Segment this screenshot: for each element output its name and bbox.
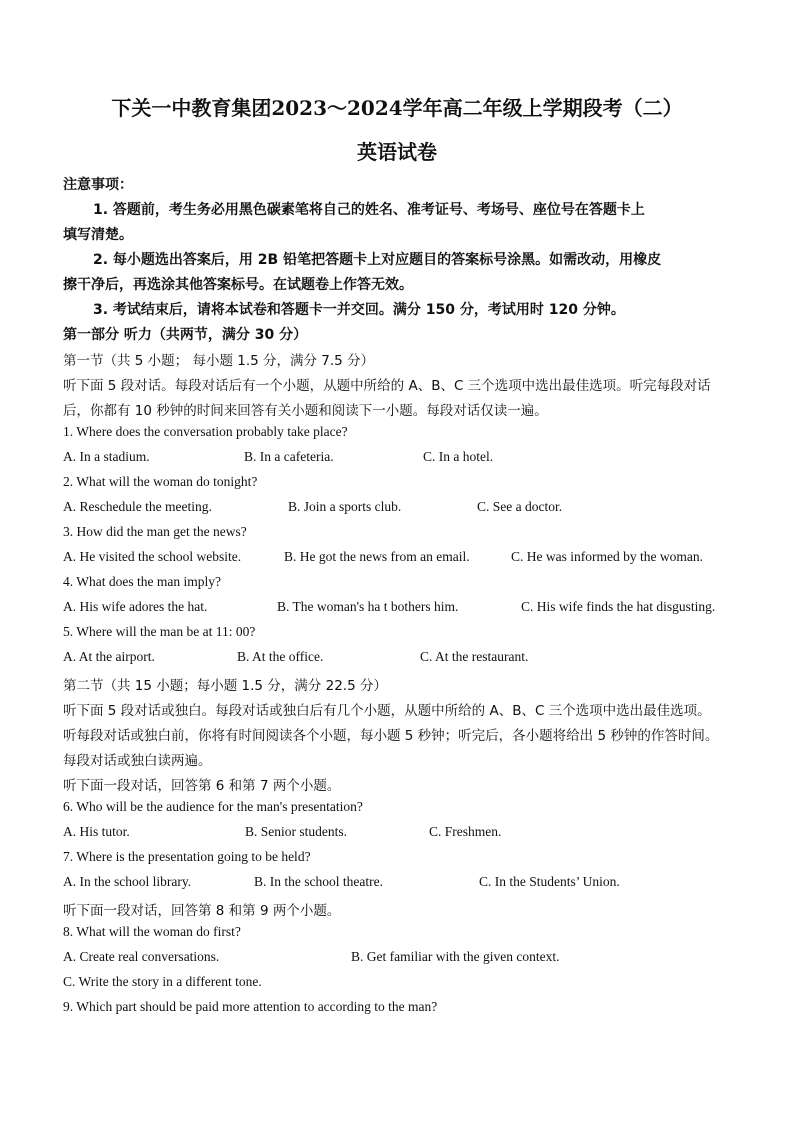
exam-subtitle: 英语试卷 xyxy=(357,140,437,164)
option-b: B. Join a sports club. xyxy=(288,499,402,514)
section-instruction: 听下面 5 段对话。每段对话后有一个小题，从题中所给的 A、B、C 三个选项中选出最佳选项。听完每段对话 xyxy=(63,378,711,394)
notice-line: 1. 答题前，考生务必用黑色碳素笔将自己的姓名、准考证号、考场号、座位号在答题卡上 xyxy=(93,202,645,218)
notice-line: 2. 每小题选出答案后，用 2B 铅笔把答题卡上对应题目的答案标号涂黑。如需改动，用橡皮 xyxy=(93,252,662,268)
option-a: A. Reschedule the meeting. xyxy=(63,499,212,514)
question-stem: 6. Who will be the audience for the man's presentation? xyxy=(63,799,363,814)
notice-line: 填写清楚。 xyxy=(63,227,133,243)
option-c: C. Freshmen. xyxy=(429,824,502,839)
option-c: C. At the restaurant. xyxy=(420,649,529,664)
option-a: A. His wife adores the hat. xyxy=(63,599,208,614)
question-stem: 3. How did the man get the news? xyxy=(63,524,247,539)
option-c: C. In the Students’ Union. xyxy=(479,874,620,889)
option-b: B. Get familiar with the given context. xyxy=(351,949,560,964)
section-instruction: 听每段对话或独白前，你将有时间阅读各个小题，每小题 5 秒钟；听完后，各小题将给出 5 秒钟的作答时间。 xyxy=(63,728,719,744)
option-a: A. In the school library. xyxy=(63,874,192,889)
question-stem: 7. Where is the presentation going to be held? xyxy=(63,849,311,864)
option-c: C. He was informed by the woman. xyxy=(511,549,703,564)
option-c: C. See a doctor. xyxy=(477,499,563,514)
option-a: A. Create real conversations. xyxy=(63,949,220,964)
section-instruction: 听下面 5 段对话或独白。每段对话或独白后有几个小题，从题中所给的 A、B、C 三个选项中选出最佳选项。 xyxy=(63,703,711,719)
option-a: A. In a stadium. xyxy=(63,449,150,464)
option-b: B. He got the news from an email. xyxy=(284,549,470,564)
notice-heading: 注意事项： xyxy=(63,177,133,193)
question-stem: 2. What will the woman do tonight? xyxy=(63,474,258,489)
option-c: C. His wife finds the hat disgusting. xyxy=(521,599,716,614)
section-instruction: 后，你都有 10 秒钟的时间来回答有关小题和阅读下一小题。每段对话仅读一遍。 xyxy=(63,403,548,419)
section-heading: 第一节（共 5 小题； 每小题 1.5 分，满分 7.5 分） xyxy=(63,353,375,369)
option-c: C. In a hotel. xyxy=(423,449,494,464)
notice-line: 擦干净后，再选涂其他答案标号。在试题卷上作答无效。 xyxy=(63,277,413,293)
option-a: A. At the airport. xyxy=(63,649,155,664)
option-b: B. Senior students. xyxy=(245,824,348,839)
exam-title: 下关一中教育集团2023～2024学年高二年级上学期段考（二） xyxy=(111,96,683,120)
group-instruction: 听下面一段对话，回答第 8 和第 9 两个小题。 xyxy=(63,903,341,919)
option-b: B. At the office. xyxy=(237,649,324,664)
option-a: A. His tutor. xyxy=(63,824,130,839)
question-stem: 9. Which part should be paid more attention to according to the man? xyxy=(63,999,438,1014)
notice-line: 3. 考试结束后，请将本试卷和答题卡一并交回。满分 150 分，考试用时 120 分钟。 xyxy=(93,302,625,318)
part-heading: 第一部分 听力（共两节，满分 30 分） xyxy=(63,327,308,343)
question-stem: 1. Where does the conversation probably take place? xyxy=(63,424,348,439)
question-stem: 5. Where will the man be at 11: 00? xyxy=(63,624,256,639)
option-b: B. In a cafeteria. xyxy=(244,449,334,464)
option-b: B. In the school theatre. xyxy=(254,874,383,889)
option-b: B. The woman's ha t bothers him. xyxy=(277,599,459,614)
section-heading: 第二节（共 15 小题；每小题 1.5 分，满分 22.5 分） xyxy=(63,678,387,694)
option-a: A. He visited the school website. xyxy=(63,549,242,564)
group-instruction: 听下面一段对话，回答第 6 和第 7 两个小题。 xyxy=(63,778,341,794)
section-instruction: 每段对话或独白读两遍。 xyxy=(63,753,212,769)
option-c: C. Write the story in a different tone. xyxy=(63,974,262,989)
question-stem: 4. What does the man imply? xyxy=(63,574,221,589)
question-stem: 8. What will the woman do first? xyxy=(63,924,241,939)
